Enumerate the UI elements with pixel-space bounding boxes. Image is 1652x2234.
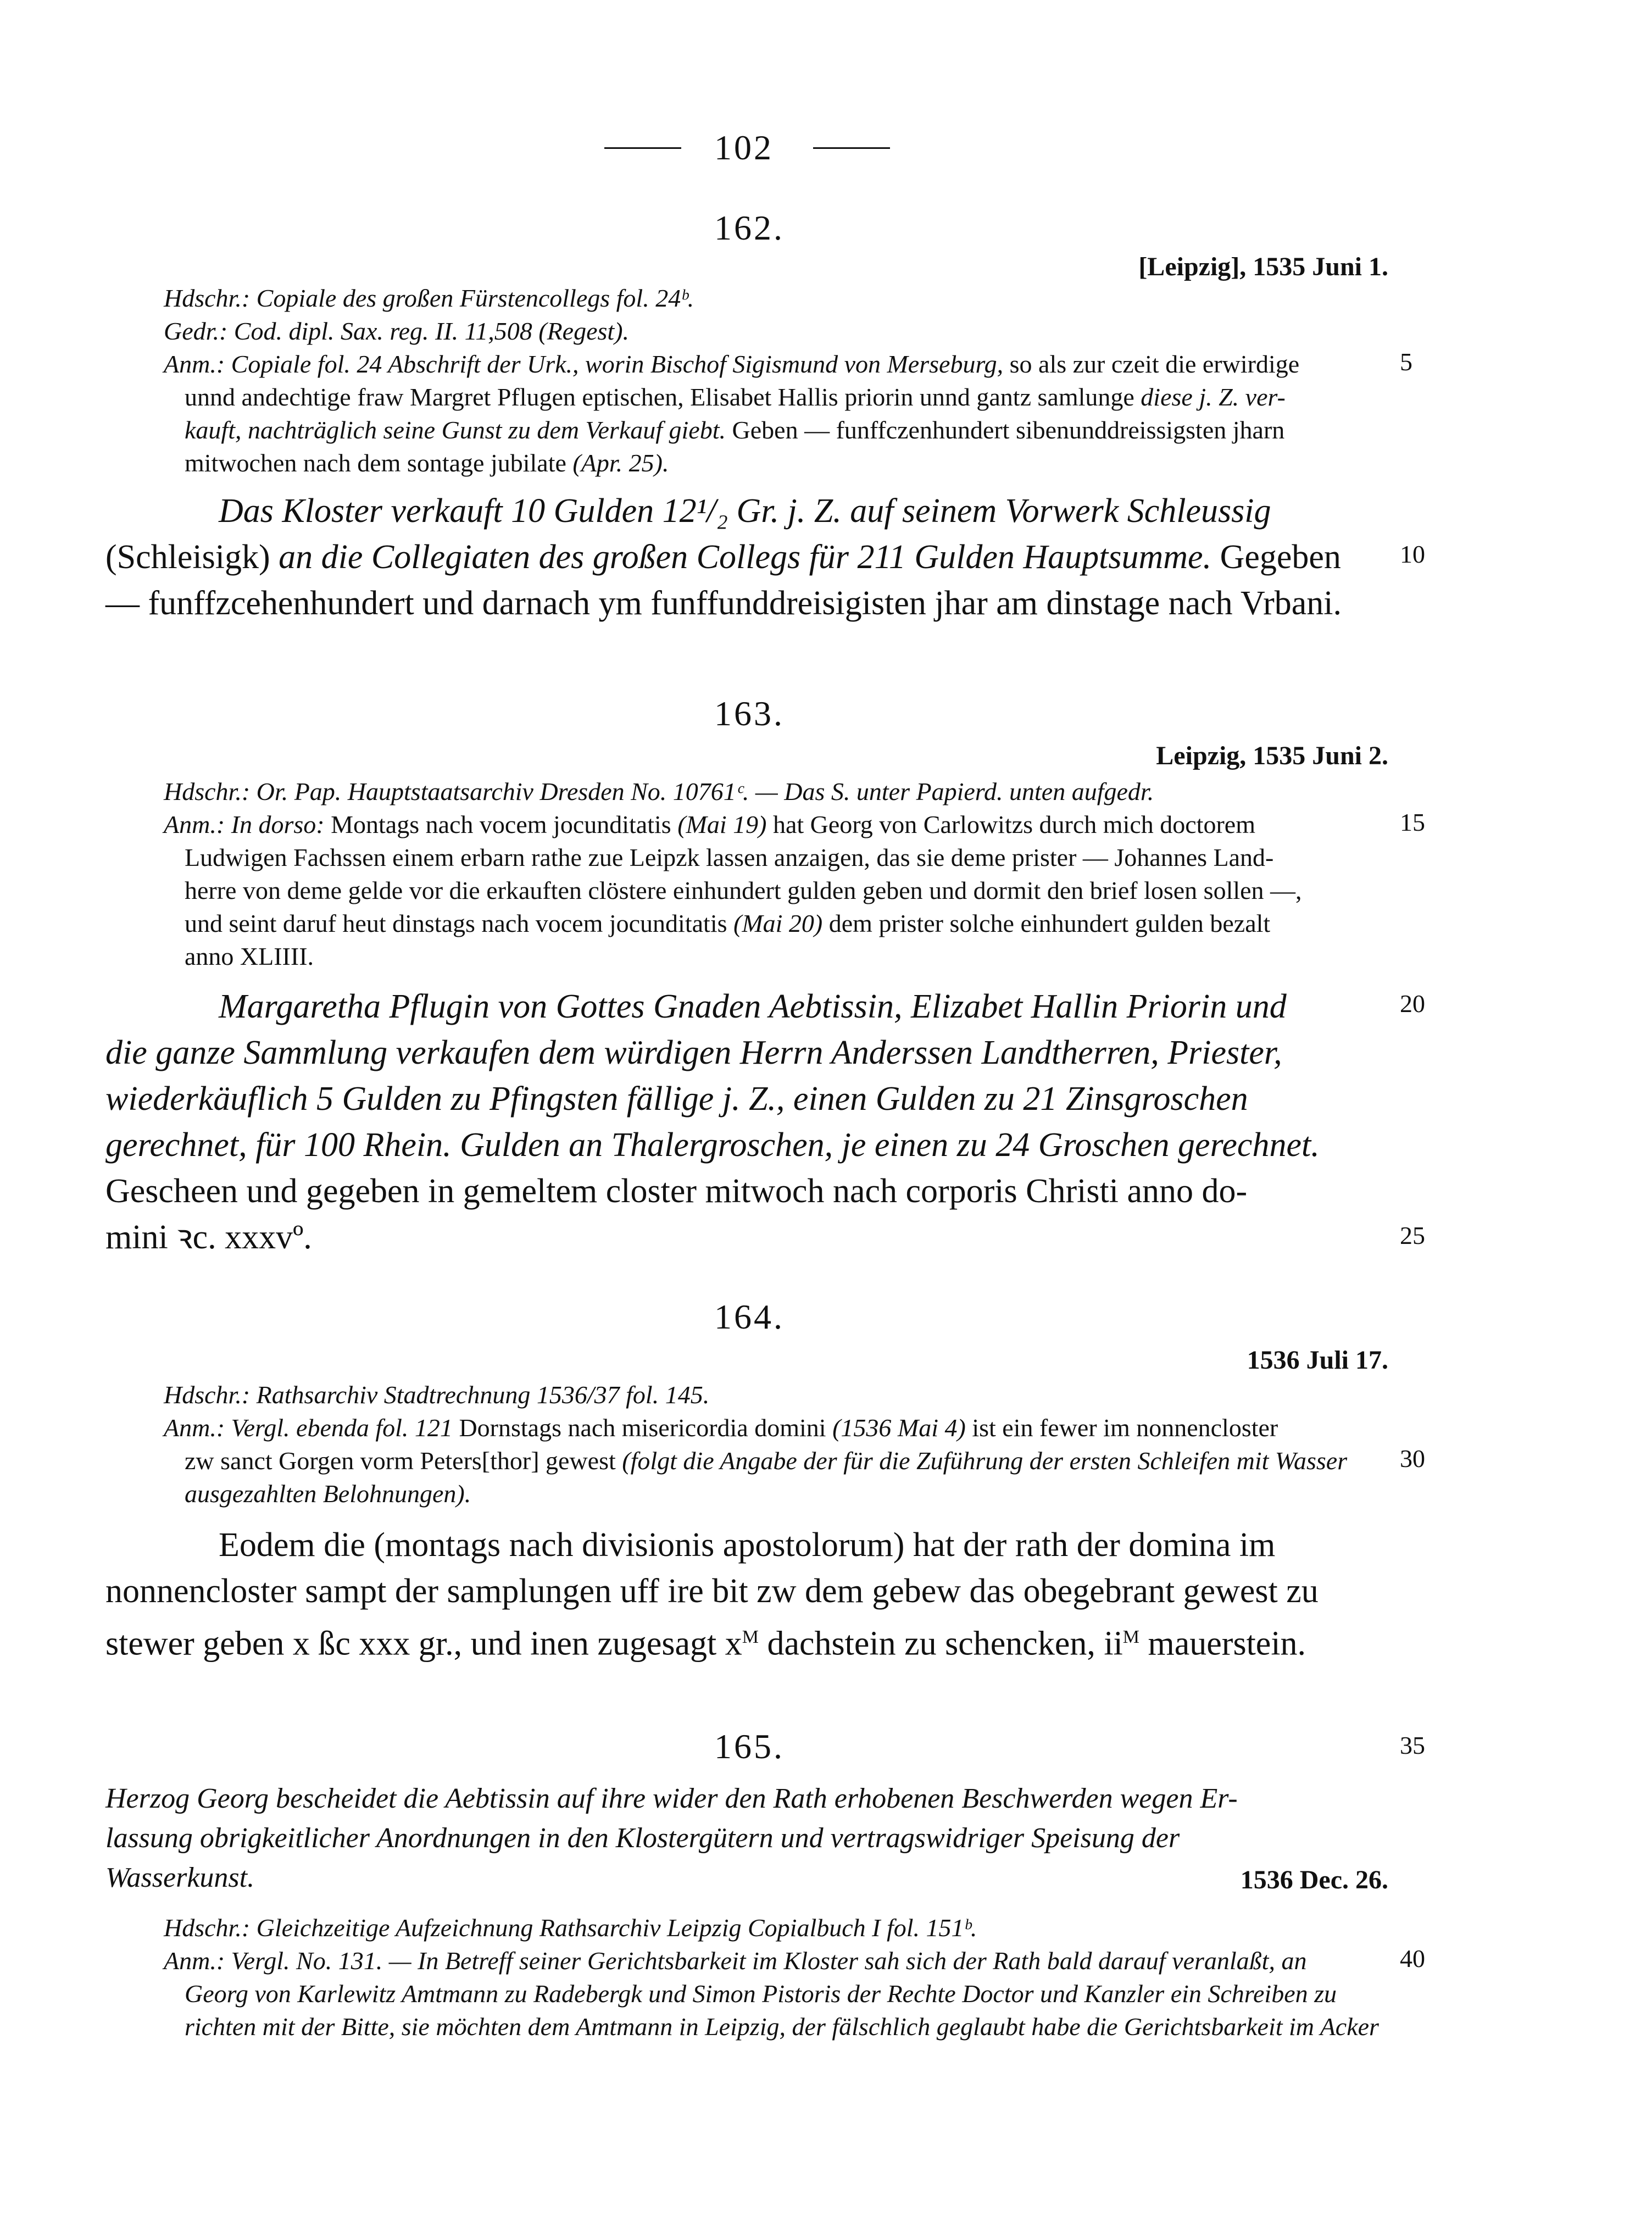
text-163-line4: gerechnet, für 100 Rhein. Gulden an Thalergroschen, je einen zu 24 Groschen gerechnet.: [105, 1126, 1320, 1164]
hdschr-163: Hdschr.: Or. Pap. Hauptstaatsarchiv Dresden No. 10761ᶜ. — Das S. unter Papierd. unten aufgedr.: [164, 777, 1154, 805]
doc-date-165: 1536 Dec. 26.: [1240, 1865, 1388, 1894]
text-165-line1: Herzog Georg bescheidet die Aebtissin auf ihre wider den Rath erhobenen Beschwerden wegen Er-: [105, 1783, 1238, 1814]
gedr-162: Gedr.: Cod. dipl. Sax. reg. II. 11,508 (Regest).: [164, 317, 630, 345]
page-number: 102: [714, 128, 774, 167]
anm-162-line3: kauft, nachträglich seine Gunst zu dem Verkauf giebt. Geben — funffczenhundert sibenunddreissigsten jharn: [185, 416, 1285, 444]
line-number-15: 15: [1400, 808, 1425, 836]
doc-number-165: 165.: [714, 1727, 785, 1766]
doc-date-162: [Leipzig], 1535 Juni 1.: [1138, 252, 1388, 281]
text-162-line1: Das Kloster verkauft 10 Gulden 12¹/₂ Gr. j. Z. auf seinem Vorwerk Schleussig: [219, 492, 1271, 530]
text-165-line3: Wasserkunst.: [105, 1862, 255, 1893]
text-163-line2: die ganze Sammlung verkaufen dem würdigen Herrn Anderssen Landtherren, Priester,: [105, 1034, 1282, 1071]
line-number-20: 20: [1400, 990, 1425, 1018]
line-number-30: 30: [1400, 1444, 1425, 1472]
anm-163-line1: Anm.: In dorso: Montags nach vocem jocunditatis (Mai 19) hat Georg von Carlowitzs durch mich doctorem: [164, 810, 1255, 838]
anm-162-line4: mitwochen nach dem sontage jubilate (Apr. 25).: [185, 449, 669, 477]
anm-163-line5: anno XLIIII.: [185, 942, 314, 970]
anm-163-line4: und seint daruf heut dinstags nach vocem jocunditatis (Mai 20) dem prister solche einhundert gulden bezalt: [185, 909, 1271, 937]
text-164-line2: nonnencloster sampt der samplungen uff ire bit zw dem gebew das obegebrant gewest zu: [105, 1572, 1319, 1610]
doc-number-164: 164.: [714, 1297, 785, 1336]
hdschr-164: Hdschr.: Rathsarchiv Stadtrechnung 1536/37 fol. 145.: [164, 1381, 710, 1409]
line-number-40: 40: [1400, 1944, 1425, 1972]
line-number-35: 35: [1400, 1731, 1425, 1759]
text-163-line3: wiederkäuflich 5 Gulden zu Pfingsten fällige j. Z., einen Gulden zu 21 Zinsgroschen: [105, 1080, 1248, 1118]
text-164-line3: stewer geben x ßc xxx gr., und inen zugesagt $x^M$ dachstein zu schencken, $ii^M$ mauerstein.: [105, 1625, 1306, 1663]
anm-162-line1: Anm.: Copiale fol. 24 Abschrift der Urk., worin Bischof Sigismund von Merseburg, so als zur czeit die erwirdige: [164, 350, 1300, 378]
text-163-line1: Margaretha Pflugin von Gottes Gnaden Aebtissin, Elizabet Hallin Priorin und: [219, 988, 1287, 1025]
text-165-line2: lassung obrigkeitlicher Anordnungen in den Klostergütern und vertragswidriger Speisung der: [105, 1822, 1180, 1854]
anm-163-line3: herre von deme gelde vor die erkauften clöstere einhundert gulden geben und dormit den brief losen sollen —,: [185, 876, 1302, 904]
doc-date-163: Leipzig, 1535 Juni 2.: [1156, 741, 1388, 770]
doc-number-162: 162.: [714, 208, 785, 247]
text-162-line3: — funffzcehenhundert und darnach ym funffunddreisigisten jhar am dinstage nach Vrbani.: [105, 585, 1342, 622]
page-number-rule-right: [813, 147, 890, 149]
anm-165-line1: Anm.: Vergl. No. 131. — In Betreff seiner Gerichtsbarkeit im Kloster sah sich der Rath bald darauf veranlaßt, an: [164, 1947, 1307, 1975]
doc-number-163: 163.: [714, 694, 785, 733]
anm-165-line2: Georg von Karlewitz Amtmann zu Radebergk und Simon Pistoris der Rechte Doctor und Kanzler ein Schreiben zu: [185, 1980, 1337, 2008]
text-163-line5: Gescheen und gegeben in gemeltem closter mitwoch nach corporis Christi anno do-: [105, 1172, 1248, 1210]
doc-date-164: 1536 Juli 17.: [1247, 1346, 1388, 1375]
line-number-5: 5: [1400, 348, 1412, 376]
anm-162-line2: unnd andechtige fraw Margret Pflugen eptischen, Elisabet Hallis priorin unnd gantz samlunge diese j. Z. ver-: [185, 383, 1286, 411]
page-number-rule-left: [604, 147, 681, 149]
hdschr-165: Hdschr.: Gleichzeitige Aufzeichnung Rathsarchiv Leipzig Copialbuch I fol. 151ᵇ.: [164, 1914, 977, 1942]
hdschr-162: Hdschr.: Copiale des großen Fürstencollegs fol. 24ᵇ.: [164, 284, 694, 312]
text-164-line1: Eodem die (montags nach divisionis apostolorum) hat der rath der domina im: [219, 1526, 1276, 1564]
anm-163-line2: Ludwigen Fachssen einem erbarn rathe zue Leipzk lassen anzaigen, das sie deme prister — Johannes Land-: [185, 843, 1274, 871]
anm-164-line1: Anm.: Vergl. ebenda fol. 121 Dornstags nach misericordia domini (1536 Mai 4) ist ein fewer im nonnencloster: [164, 1414, 1278, 1442]
anm-165-line3: richten mit der Bitte, sie möchten dem Amtmann in Leipzig, der fälschlich geglaubt habe die Gerichtsbarkeit im Acker: [185, 2013, 1379, 2041]
text-163-line6: mini ꝛc. xxxvº.: [105, 1219, 312, 1256]
line-number-10: 10: [1400, 540, 1425, 568]
text-162-line2: (Schleisigk) an die Collegiaten des großen Collegs für 211 Gulden Hauptsumme. Gegeben: [105, 538, 1341, 576]
line-number-25: 25: [1400, 1221, 1425, 1249]
anm-164-line3: ausgezahlten Belohnungen).: [185, 1480, 471, 1508]
anm-164-line2: zw sanct Gorgen vorm Peters[thor] gewest (folgt die Angabe der für die Zuführung der ersten Schleifen mit Wasser: [185, 1447, 1348, 1475]
